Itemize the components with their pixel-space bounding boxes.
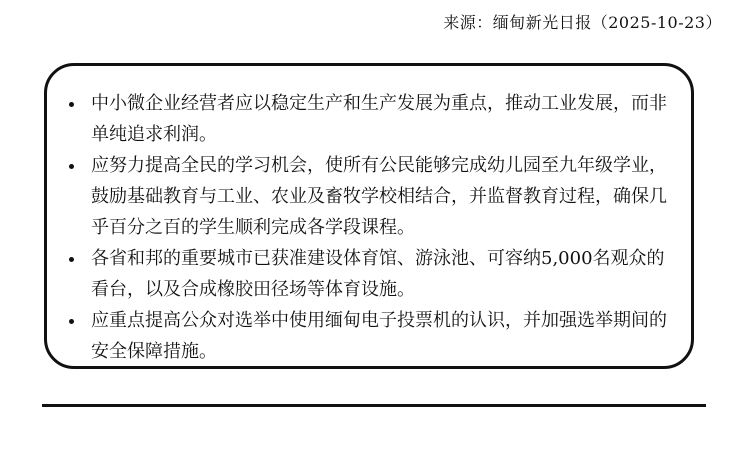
bullet-text: 应努力提高全民的学习机会，使所有公民能够完成幼儿园至九年级学业，鼓励基础教育与工业、农业及畜牧学校相结合，并监督教育过程，确保几乎百分之百的学生顺利完成各学段课程。 <box>91 155 667 238</box>
bullet-text: 各省和邦的重要城市已获准建设体育馆、游泳池、可容纳5,000名观众的看台，以及合成橡胶田径场等体育设施。 <box>91 248 665 300</box>
source-line: 来源：缅甸新光日报（2025-10-23） <box>443 13 722 32</box>
bullet-item <box>69 305 673 367</box>
bullet-text: 应重点提高公众对选举中使用缅甸电子投票机的认识，并加强选举期间的安全保障措施。 <box>91 310 667 362</box>
bullet-item <box>69 243 673 305</box>
bullet-item <box>69 150 673 243</box>
bullet-dot-icon <box>69 257 74 262</box>
bullet-list <box>69 88 673 367</box>
bullet-dot-icon <box>69 164 74 169</box>
bullet-dot-icon <box>69 102 74 107</box>
summary-box <box>44 63 694 369</box>
bullet-dot-icon <box>69 319 74 324</box>
bullet-text: 中小微企业经营者应以稳定生产和生产发展为重点，推动工业发展，而非单纯追求利润。 <box>91 93 667 145</box>
bullet-item <box>69 88 673 150</box>
bottom-divider <box>42 404 706 407</box>
